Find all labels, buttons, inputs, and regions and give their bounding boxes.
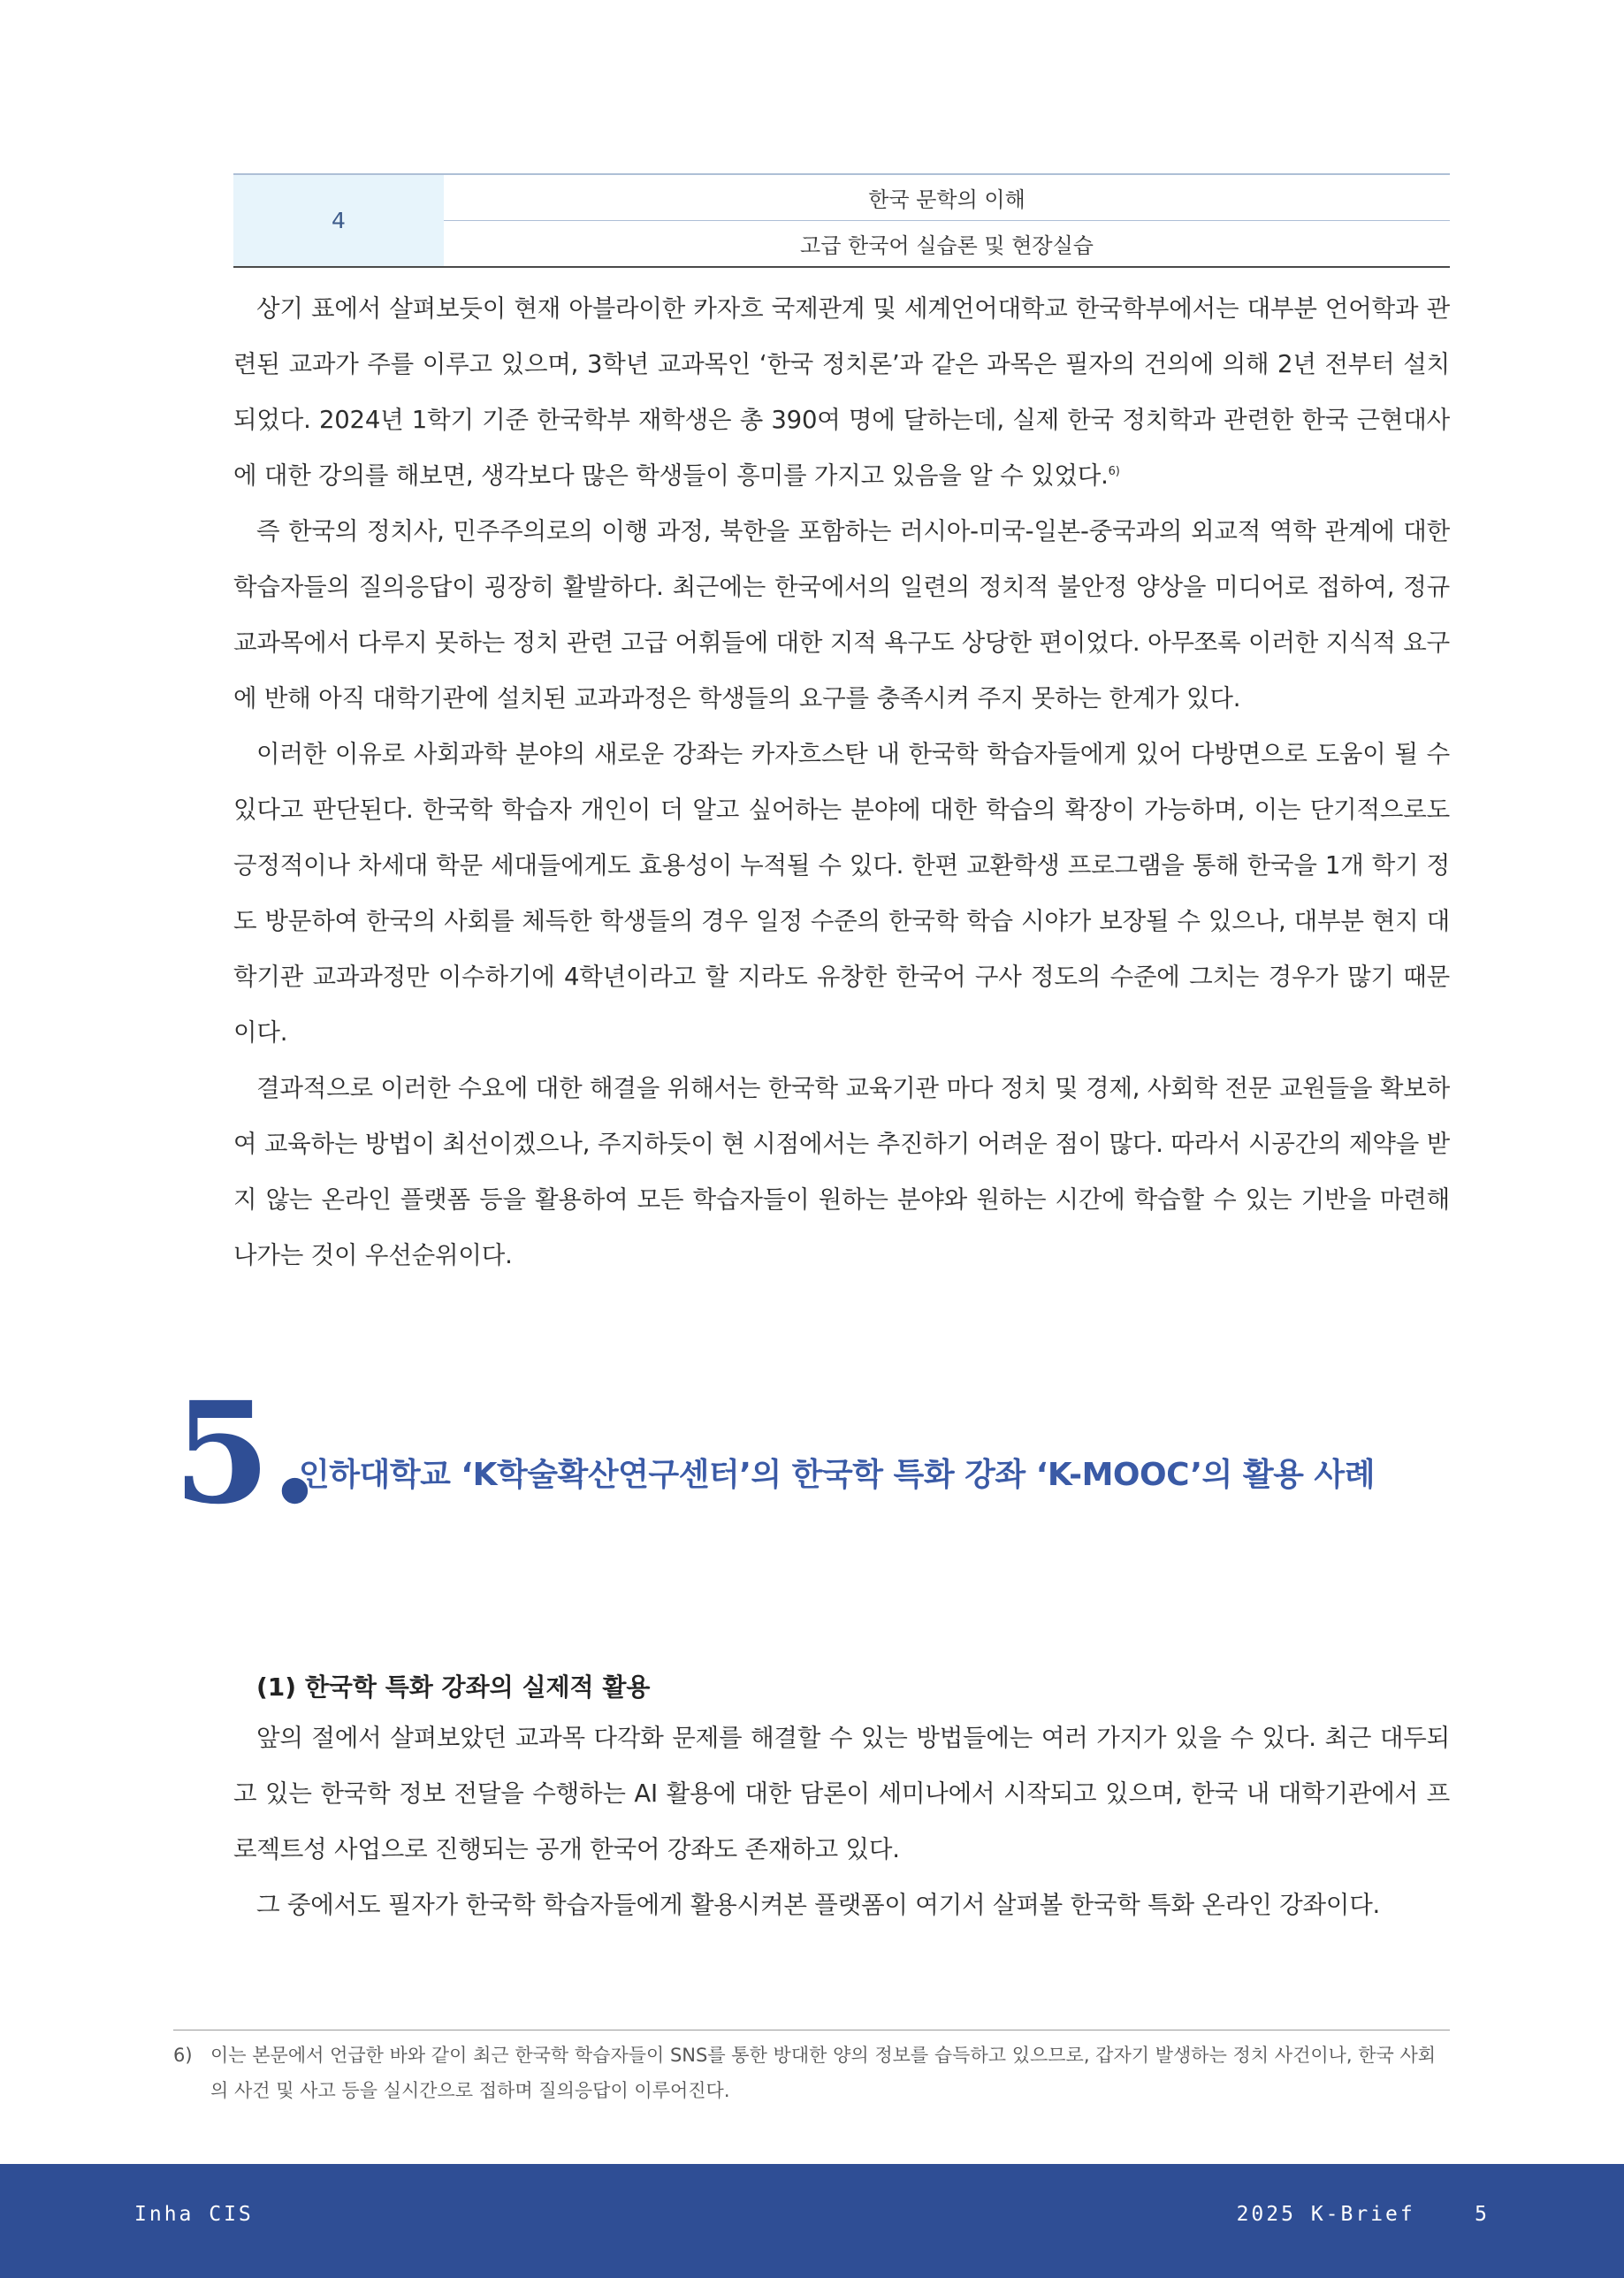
footer-publication: 2025 K-Brief <box>1236 2203 1415 2226</box>
page-footer <box>0 2164 1624 2278</box>
footnote-text: 이는 본문에서 언급한 바와 같이 최근 한국학 학습자들이 SNS를 통한 방대한 양의 정보를 습득하고 있으므로, 갑자기 발생하는 정치 사건이나, 한국 사회의 사건 및 사고 등을 실시간으로 접하며 질의응답이 이루어진다. <box>210 2045 1437 2101</box>
curriculum-table <box>233 173 1450 268</box>
page-number: 5 <box>1475 2203 1490 2226</box>
table-course-cell: 고급 한국어 실습론 및 현장실습 <box>800 233 1094 258</box>
body-paragraph: 결과적으로 이러한 수요에 대한 해결을 위해서는 한국학 교육기관 마다 정치 및 경제, 사회학 전문 교원들을 확보하여 교육하는 방법이 최선이겠으나, 주지하듯이 현 시점에서는 추진하기 어려운 점이 많다. 따라서 시공간의 제약을 받지 않는 온라인 플랫폼 등을 활용하여 모든 학습자들이 원하는 분야와 원하는 시간에 학습할 수 있는 기반을 마련해 나가는 것이 우선순위이다. <box>233 1074 1450 1269</box>
table-row-number: 4 <box>233 175 444 266</box>
footer-organization: Inha CIS <box>134 2203 254 2226</box>
section-title: 인하대학교 ‘K학술확산연구센터’의 한국학 특화 강좌 ‘K-MOOC’의 활용 사례 <box>299 1457 1375 1493</box>
subsection-heading: (1) 한국학 특화 강좌의 실제적 활용 <box>256 1672 651 1702</box>
footnote-number: 6) <box>173 2045 193 2066</box>
footnote <box>173 2038 1450 2108</box>
table-course-cell: 한국 문학의 이해 <box>444 175 1450 221</box>
body-paragraph <box>233 281 1450 504</box>
body-paragraph: 즉 한국의 정치사, 민주주의로의 이행 과정, 북한을 포함하는 러시아-미국-일본-중국과의 외교적 역학 관계에 대한 학습자들의 질의응답이 굉장히 활발하다. 최근에는 한국에서의 일련의 정치적 불안정 양상을 미디어로 접하여, 정규 교과목에서 다루지 못하는 정치 관련 고급 어휘들에 대한 지적 욕구도 상당한 편이었다. 아무쪼록 이러한 지식적 요구에 반해 아직 대학기관에 설치된 교과과정은 학생들의 요구를 충족시켜 주지 못하는 한계가 있다. <box>233 517 1450 712</box>
paragraph-text: 상기 표에서 살펴보듯이 현재 아블라이한 카자흐 국제관계 및 세계언어대학교 한국학부에서는 대부분 언어학과 관련된 교과가 주를 이루고 있으며, 3학년 교과목인 ‘한국 정치론’과 같은 과목은 필자의 건의에 의해 2년 전부터 설치되었다. 2024년 1학기 기준 한국학부 재학생은 총 390여 명에 달하는데, 실제 한국 정치학과 관련한 한국 근현대사에 대한 강의를 해보면, 생각보다 많은 학생들이 흥미를 가지고 있음을 알 수 있었다. <box>233 294 1450 490</box>
section-number: 5. <box>173 1372 319 1535</box>
footer-publication-page <box>1237 2203 1490 2226</box>
body-paragraph: 그 중에서도 필자가 한국학 학습자들에게 활용시켜본 플랫폼이 여기서 살펴볼 한국학 특화 온라인 강좌이다. <box>256 1891 1381 1919</box>
footnote-ref: 6) <box>1108 464 1120 478</box>
body-paragraph: 앞의 절에서 살펴보았던 교과목 다각화 문제를 해결할 수 있는 방법들에는 여러 가지가 있을 수 있다. 최근 대두되고 있는 한국학 정보 전달을 수행하는 AI 활용에 대한 담론이 세미나에서 시작되고 있으며, 한국 내 대학기관에서 프로젝트성 사업으로 진행되는 공개 한국어 강좌도 존재하고 있다. <box>233 1724 1450 1863</box>
body-paragraph: 이러한 이유로 사회과학 분야의 새로운 강좌는 카자흐스탄 내 한국학 학습자들에게 있어 다방면으로 도움이 될 수 있다고 판단된다. 한국학 학습자 개인이 더 알고 싶어하는 분야에 대한 학습의 확장이 가능하며, 이는 단기적으로도 긍정적이나 차세대 학문 세대들에게도 효용성이 누적될 수 있다. 한편 교환학생 프로그램을 통해 한국을 1개 학기 정도 방문하여 한국의 사회를 체득한 학생들의 경우 일정 수준의 한국학 학습 시야가 보장될 수 있으나, 대부분 현지 대학기관 교과과정만 이수하기에 4학년이라고 할 지라도 유창한 한국어 구사 정도의 수준에 그치는 경우가 많기 때문이다. <box>233 740 1450 1047</box>
